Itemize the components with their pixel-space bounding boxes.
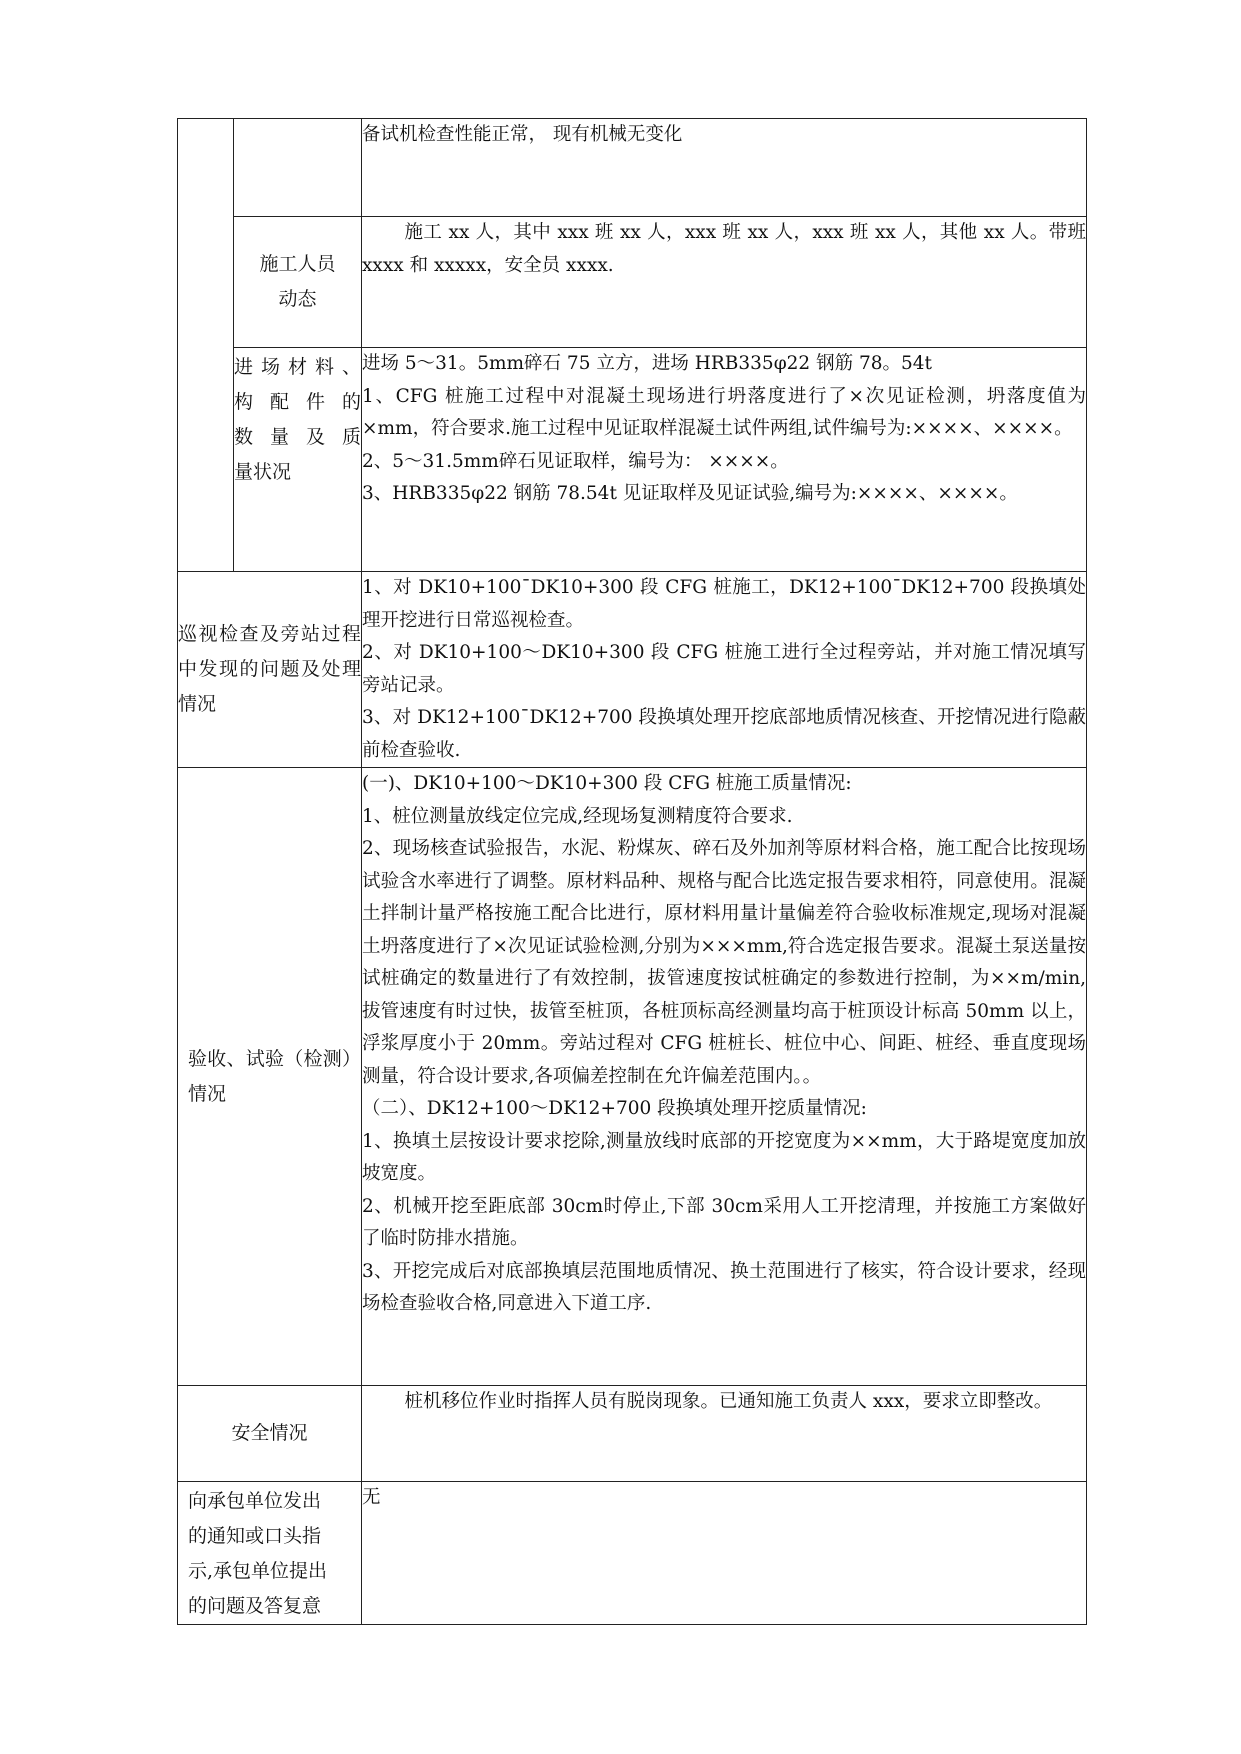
acceptance-content-cell: [362, 768, 1087, 1386]
inspection-line-3: 3、对 DK12+100¯DK12+700 段换填处理开挖底部地质情况核查、开挖情况进行隐蔽前检查验收.: [362, 707, 1086, 761]
inspection-label-cell: [178, 572, 362, 768]
safety-label-cell: [178, 1386, 362, 1482]
materials-line-1: 进场 5～31。5mm碎石 75 立方，进场 HRB335φ22 钢筋 78。54t: [362, 353, 932, 374]
acceptance-line-7: 3、开挖完成后对底部换填层范围地质情况、换土范围进行了核实，符合设计要求，经现场检查验收合格,同意进入下道工序.: [362, 1260, 1086, 1314]
safety-label: 安全情况: [231, 1422, 308, 1444]
supervision-log-table: [177, 118, 1087, 1625]
notice-label-line4: 的问题及答复意: [188, 1595, 322, 1617]
notice-label-cell: [178, 1482, 362, 1625]
outer-group-cell: [178, 119, 234, 572]
inspection-line-1: 1、对 DK10+100¯DK10+300 段 CFG 桩施工，DK12+100¯DK12+700 段换填处理开挖进行日常巡视检查。: [362, 577, 1086, 631]
materials-line-2: 1、CFG 桩施工过程中对混凝土现场进行坍落度进行了×次见证检测，坍落度值为×mm，符合要求.施工过程中见证取样混凝土试件两组,试件编号为:××××、××××。: [362, 385, 1086, 439]
acceptance-line-5: 1、换填土层按设计要求挖除,测量放线时底部的开挖宽度为××mm，大于路堤宽度加放坡宽度。: [362, 1130, 1086, 1184]
table-row-acceptance: [178, 768, 1087, 1386]
materials-line-4: 3、HRB335φ22 钢筋 78.54t 见证取样及见证试验,编号为:××××、××××。: [362, 483, 1018, 504]
equipment-label-cell: [234, 119, 362, 217]
notice-label-line1: 向承包单位发出: [188, 1490, 322, 1512]
personnel-content: 施工 xx 人，其中 xxx 班 xx 人，xxx 班 xx 人，xxx 班 xx 人，其他 xx 人。带班 xxxx 和 xxxxx，安全员 xxxx.: [362, 222, 1086, 276]
equipment-content-cell: [362, 119, 1087, 217]
acceptance-label: 验收、试验（检测）情况: [188, 1047, 361, 1105]
inspection-label: 巡视检查及旁站过程中发现的问题及处理情况: [178, 623, 361, 715]
safety-content: 桩机移位作业时指挥人员有脱岗现象。已通知施工负责人 xxx，要求立即整改。: [404, 1391, 1053, 1412]
acceptance-label-cell: [178, 768, 362, 1386]
materials-label-line2: 构配件的: [234, 391, 361, 413]
table-row-materials: [178, 348, 1087, 572]
table-row-inspection: [178, 572, 1087, 768]
acceptance-line-3: 2、现场核查试验报告，水泥、粉煤灰、碎石及外加剂等原材料合格，施工配合比按现场试验含水率进行了调整。原材料品种、规格与配合比选定报告要求相符，同意使用。混凝土拌制计量严格按施工配合比进行，原材料用量计量偏差符合验收标准规定,现场对混凝土坍落度进行了×次见证试验检测,分别为×××mm,符合选定报告要求。混凝土泵送量按试桩确定的数量进行了有效控制，拔管速度按试桩确定的参数进行控制，为××m/min,拔管速度有时过快，拔管至桩顶，各桩顶标高经测量均高于桩顶设计标高 50mm 以上，浮浆厚度小于 20mm。旁站过程对 CFG 桩桩长、桩位中心、间距、桩经、垂直度现场测量，符合设计要求,各项偏差控制在允许偏差范围内。。: [362, 838, 1086, 1087]
materials-label-line1: 进场材料、: [234, 356, 361, 378]
personnel-label-line1: 施工人员: [259, 253, 336, 275]
acceptance-line-6: 2、机械开挖至距底部 30cm时停止,下部 30cm采用人工开挖清理，并按施工方案做好了临时防排水措施。: [362, 1195, 1086, 1249]
table-row-notice: [178, 1482, 1087, 1625]
notice-label-line3: 示,承包单位提出: [188, 1560, 328, 1582]
personnel-content-cell: [362, 217, 1087, 348]
table-row-personnel: [178, 217, 1087, 348]
acceptance-line-1: (一)、DK10+100～DK10+300 段 CFG 桩施工质量情况:: [362, 773, 852, 794]
personnel-label-cell: [234, 217, 362, 348]
inspection-line-2: 2、对 DK10+100～DK10+300 段 CFG 桩施工进行全过程旁站，并对施工情况填写旁站记录。: [362, 642, 1086, 696]
table-row-equipment: [178, 119, 1087, 217]
materials-content-cell: [362, 348, 1087, 572]
materials-label-line4: 量状况: [234, 461, 292, 483]
notice-content-cell: [362, 1482, 1087, 1625]
acceptance-line-2: 1、桩位测量放线定位完成,经现场复测精度符合要求.: [362, 805, 793, 827]
notice-content: 无: [362, 1487, 381, 1508]
materials-line-3: 2、5～31.5mm碎石见证取样，编号为： ××××。: [362, 450, 789, 472]
acceptance-line-4: （二）、DK12+100～DK12+700 段换填处理开挖质量情况:: [362, 1098, 867, 1119]
table-row-safety: [178, 1386, 1087, 1482]
equipment-content: 备试机检查性能正常， 现有机械无变化: [362, 124, 683, 145]
materials-label-line3: 数量及质: [234, 426, 361, 448]
notice-label-line2: 的通知或口头指: [188, 1525, 322, 1547]
safety-content-cell: [362, 1386, 1087, 1482]
inspection-content-cell: [362, 572, 1087, 768]
personnel-label-line2: 动态: [278, 288, 317, 310]
materials-label-cell: [234, 348, 362, 572]
